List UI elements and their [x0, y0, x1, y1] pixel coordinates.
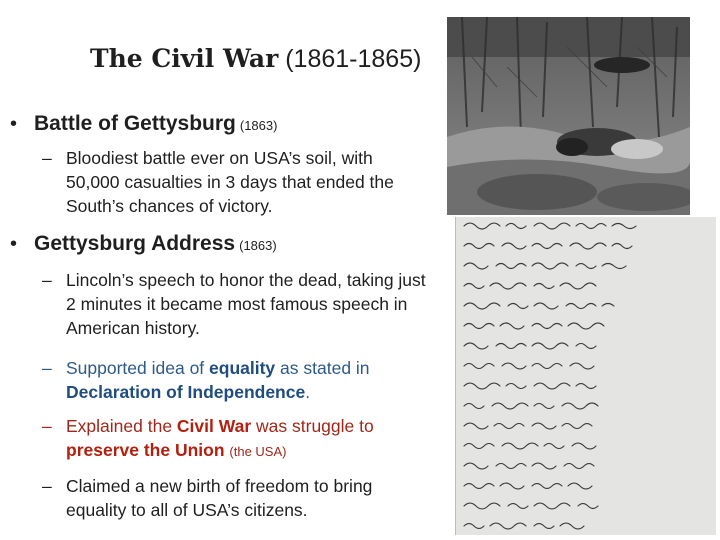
- sub-bullet-lincolns-speech: [42, 268, 427, 340]
- gettysburg-address-manuscript: [455, 217, 716, 535]
- paren-note: (the USA): [229, 444, 287, 459]
- sub-bullet-new-birth-freedom: [42, 474, 427, 522]
- battlefield-photo: [447, 17, 690, 215]
- sub-bullet-text: Bloodiest battle ever on USA’s soil, with 50,000 casualties in 3 days that ended the South’s chances of victory.: [66, 148, 394, 216]
- bullet-battle-of-gettysburg: [10, 112, 277, 136]
- sub-bullet-text: Lincoln’s speech to honor the dead, taking just 2 minutes it became most famous speech in American history.: [66, 270, 426, 338]
- dash: –: [42, 416, 52, 436]
- sub-bullet-civil-war-union: [42, 414, 427, 464]
- emphasis-equality: equality: [209, 358, 276, 378]
- dash: –: [42, 270, 52, 290]
- bullet-heading: Battle of Gettysburg: [34, 112, 236, 135]
- dash: –: [42, 148, 52, 168]
- slide-title-years: (1861-1865): [285, 45, 422, 73]
- bullet-year: (1863): [239, 118, 278, 133]
- sub-bullet-text: Explained the Civil War was struggle to preserve the Union (the USA): [66, 416, 374, 460]
- dash: –: [42, 476, 52, 496]
- slide-title: [90, 44, 421, 74]
- bullet-gettysburg-address: [10, 232, 277, 256]
- dash: –: [42, 358, 52, 378]
- manuscript-handwriting-image: [456, 217, 716, 535]
- emphasis-declaration: Declaration of Independence: [66, 382, 306, 402]
- slide-title-main: The Civil War: [90, 44, 279, 73]
- sub-bullet-text: Supported idea of equality as stated in Declaration of Independence.: [66, 358, 370, 402]
- bullet-year: (1863): [239, 238, 277, 253]
- bullet-dot: •: [10, 233, 18, 255]
- sub-bullet-equality: [42, 356, 427, 404]
- emphasis-civil-war: Civil War: [176, 416, 252, 436]
- emphasis-preserve-union: preserve the Union: [66, 440, 225, 460]
- sub-bullet-text: Claimed a new birth of freedom to bring equality to all of USA’s citizens.: [66, 476, 373, 520]
- sub-bullet-bloodiest-battle: [42, 146, 427, 218]
- bullet-dot: •: [10, 113, 18, 135]
- battlefield-photo-image: [447, 17, 690, 215]
- bullet-heading: Gettysburg Address: [34, 232, 236, 255]
